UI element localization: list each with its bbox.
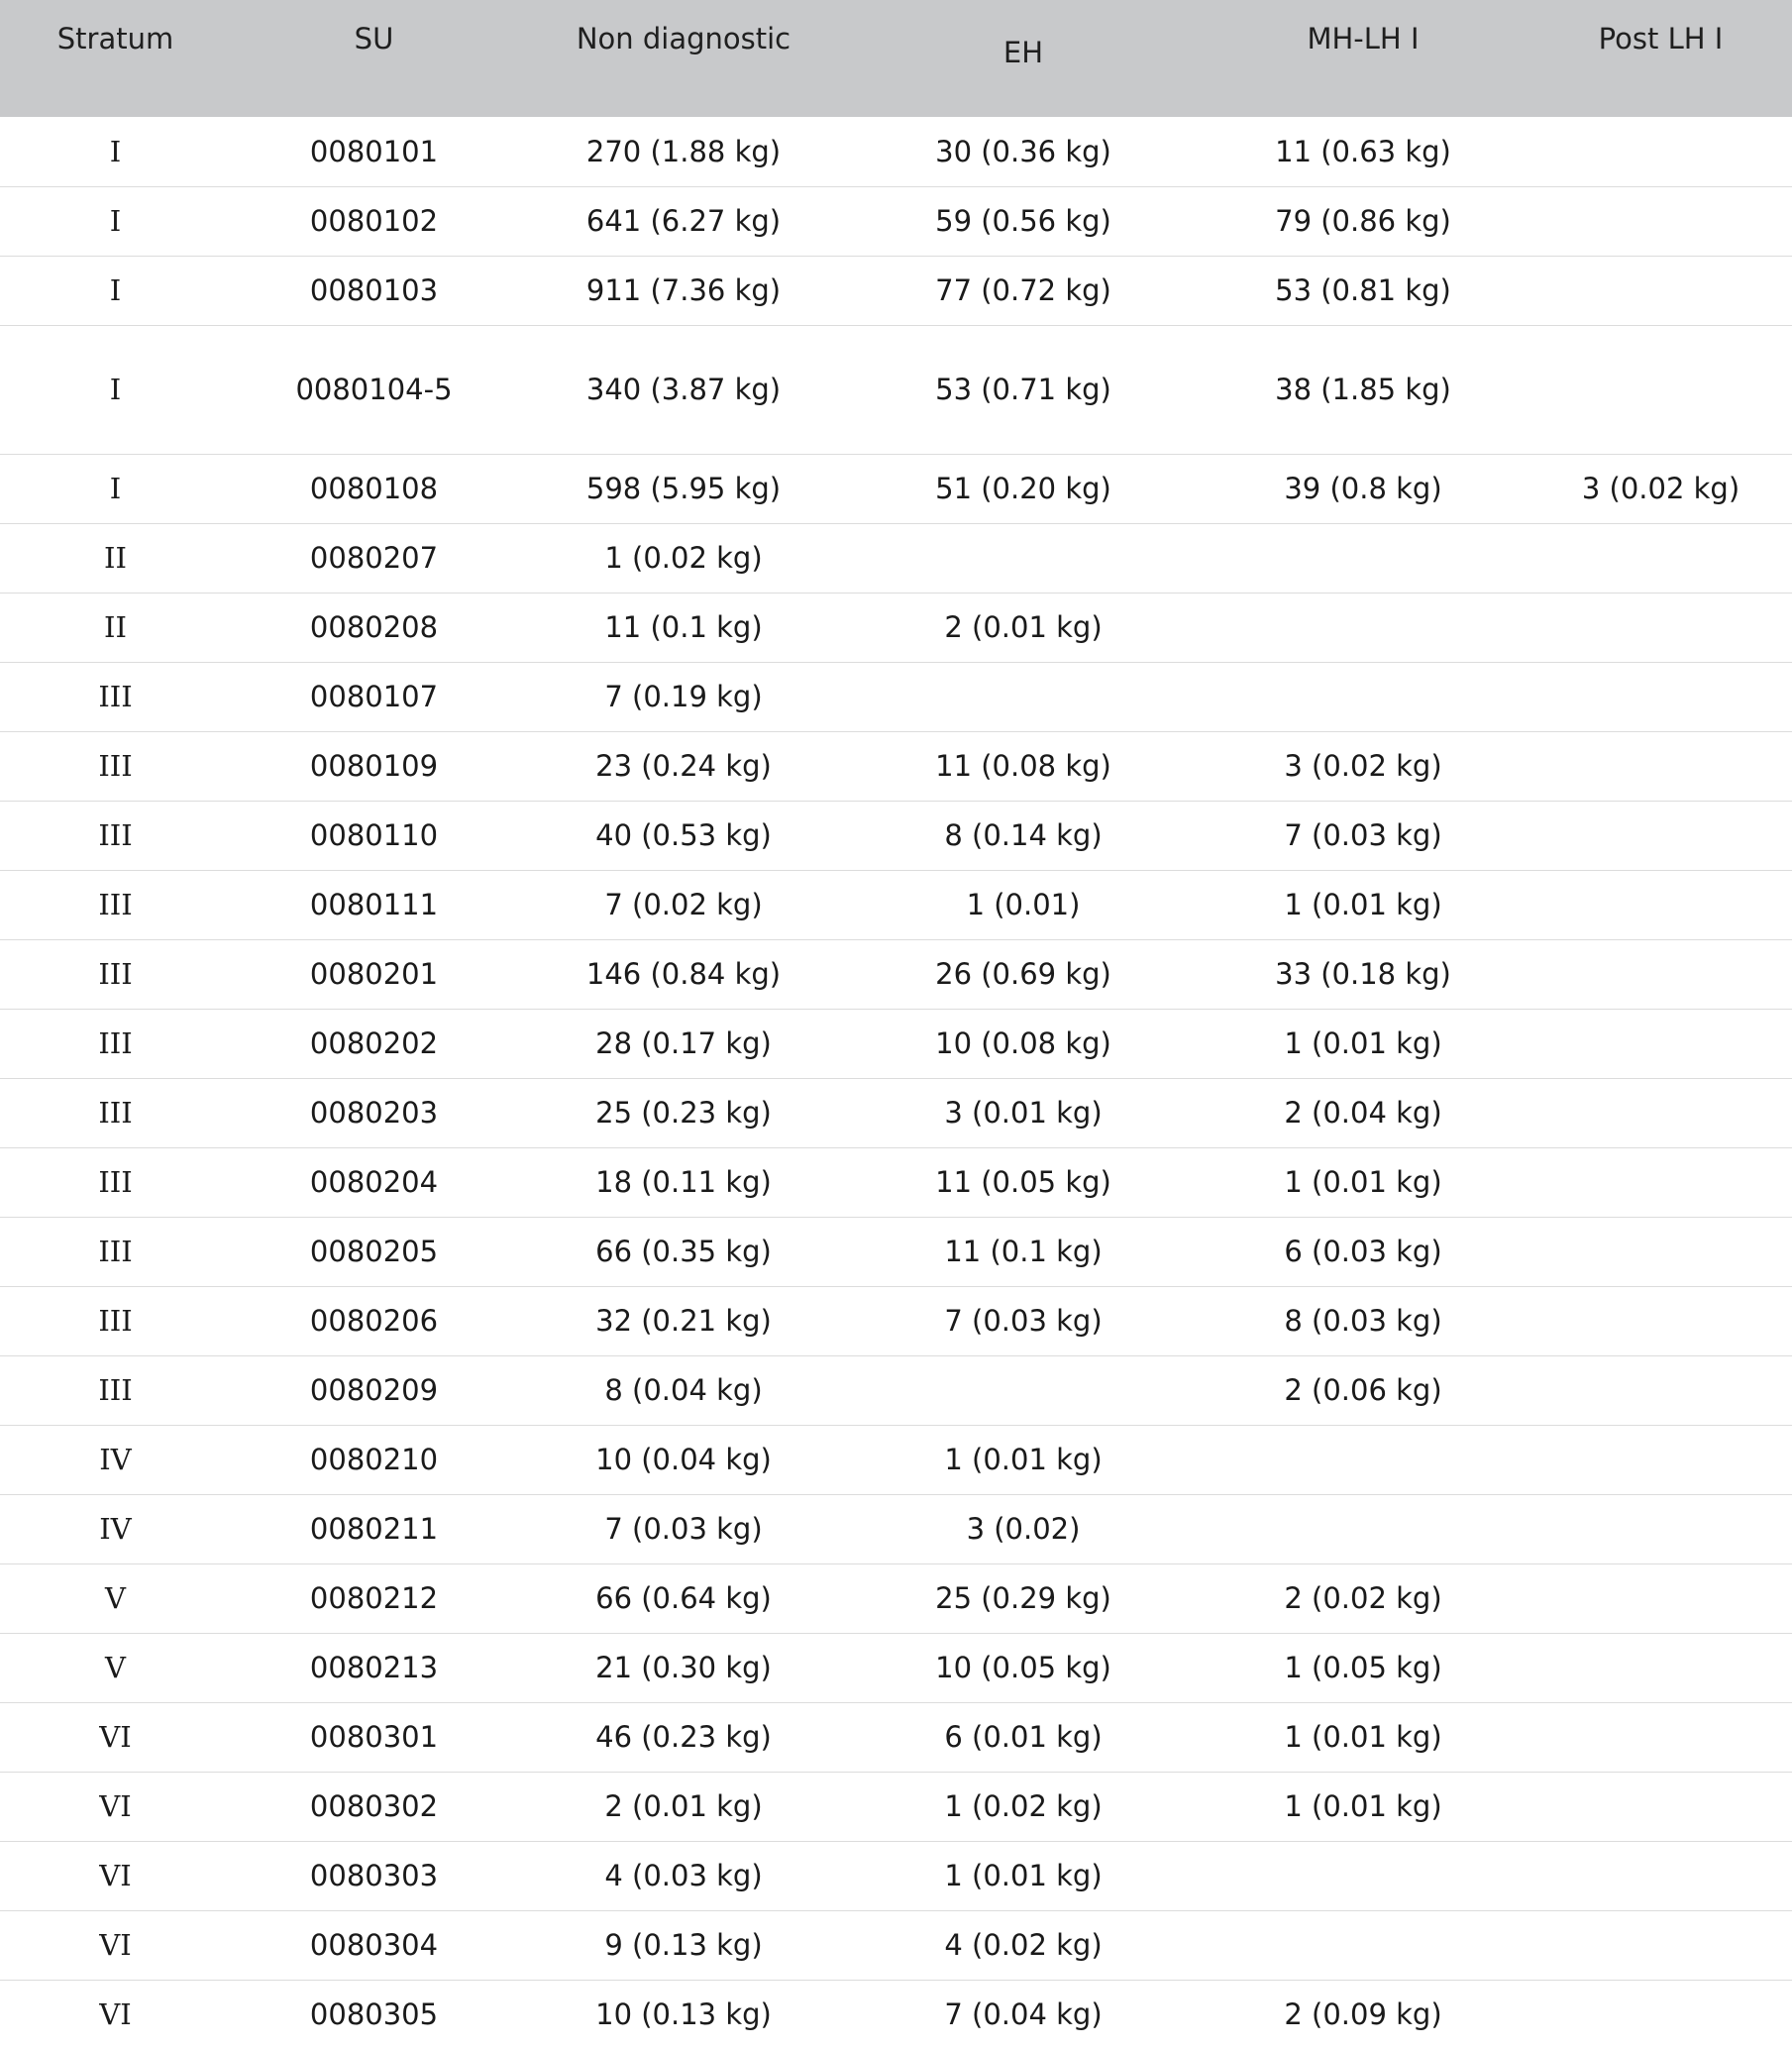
cell-su: 0080209 (309, 1373, 439, 1407)
cell-non-diagnostic: 25 (0.23 kg) (595, 1096, 772, 1130)
cell-mh-lh-i: 2 (0.04 kg) (1284, 1096, 1442, 1130)
cell-mh-lh-i: 33 (0.18 kg) (1275, 957, 1451, 991)
cell-non-diagnostic: 7 (0.03 kg) (604, 1512, 763, 1546)
cell-su: 0080304 (309, 1928, 439, 1962)
cell-mh-lh-i: 2 (0.09 kg) (1284, 1997, 1442, 2032)
table-row (0, 325, 1792, 454)
cell-eh: 10 (0.08 kg) (935, 1026, 1111, 1060)
cell-stratum: III (98, 749, 133, 783)
cell-eh: 77 (0.72 kg) (935, 273, 1111, 307)
cell-post-lh-i (1529, 1147, 1792, 1217)
cell-eh: 1 (0.01 kg) (944, 1443, 1103, 1476)
cell-non-diagnostic: 46 (0.23 kg) (595, 1720, 772, 1754)
cell-mh-lh-i: 7 (0.03 kg) (1284, 818, 1442, 852)
column-header-post-lh-i: Post LH I (1598, 22, 1724, 55)
column-header-mh-lh-i: MH-LH I (1307, 22, 1420, 55)
cell-su: 0080104-5 (295, 373, 453, 406)
cell-eh: 59 (0.56 kg) (935, 204, 1111, 238)
cell-su: 0080107 (309, 680, 439, 713)
cell-mh-lh-i: 38 (1.85 kg) (1275, 373, 1451, 406)
cell-su: 0080213 (309, 1651, 439, 1684)
cell-eh: 51 (0.20 kg) (935, 472, 1111, 505)
cell-post-lh-i (1529, 939, 1792, 1009)
cell-su: 0080205 (309, 1235, 439, 1268)
table-row (0, 1147, 1792, 1217)
cell-su: 0080207 (309, 541, 439, 575)
table-row (0, 1425, 1792, 1494)
cell-eh: 1 (0.02 kg) (944, 1789, 1103, 1823)
cell-mh-lh-i: 1 (0.01 kg) (1284, 888, 1442, 921)
table-row (0, 801, 1792, 870)
cell-post-lh-i (1529, 256, 1792, 325)
cell-mh-lh-i: 11 (0.63 kg) (1275, 134, 1451, 168)
cell-post-lh-i (1529, 1009, 1792, 1078)
cell-stratum: VI (99, 1928, 132, 1962)
cell-eh: 26 (0.69 kg) (935, 957, 1111, 991)
table-row (0, 1078, 1792, 1147)
cell-post-lh-i (1529, 1772, 1792, 1841)
cell-post-lh-i (1529, 1564, 1792, 1633)
cell-eh: 53 (0.71 kg) (935, 373, 1111, 406)
cell-su: 0080208 (309, 610, 439, 644)
cell-eh: 3 (0.01 kg) (944, 1096, 1103, 1130)
cell-mh-lh-i (1197, 1494, 1529, 1564)
cell-stratum: III (98, 888, 133, 921)
cell-stratum: III (98, 1096, 133, 1130)
cell-non-diagnostic: 28 (0.17 kg) (595, 1026, 772, 1060)
cell-mh-lh-i: 3 (0.02 kg) (1284, 749, 1442, 783)
cell-stratum: II (104, 541, 127, 575)
table-row (0, 523, 1792, 593)
column-header-non-diagnostic: Non diagnostic (576, 22, 791, 55)
cell-eh: 11 (0.1 kg) (944, 1235, 1103, 1268)
cell-post-lh-i (1529, 1980, 1792, 2049)
table-row (0, 1009, 1792, 1078)
header-row (0, 0, 1792, 117)
cell-non-diagnostic: 32 (0.21 kg) (595, 1304, 772, 1338)
cell-su: 0080109 (309, 749, 439, 783)
cell-mh-lh-i: 1 (0.01 kg) (1284, 1026, 1442, 1060)
cell-mh-lh-i (1197, 1425, 1529, 1494)
cell-eh: 30 (0.36 kg) (935, 134, 1111, 168)
cell-mh-lh-i (1197, 523, 1529, 593)
cell-eh (850, 523, 1197, 593)
cell-mh-lh-i: 8 (0.03 kg) (1284, 1304, 1442, 1338)
table-row (0, 939, 1792, 1009)
cell-post-lh-i (1529, 1286, 1792, 1355)
cell-post-lh-i (1529, 1910, 1792, 1980)
table-row (0, 256, 1792, 325)
cell-post-lh-i (1529, 593, 1792, 662)
cell-non-diagnostic: 66 (0.64 kg) (595, 1581, 772, 1615)
table-row (0, 186, 1792, 256)
cell-eh: 7 (0.04 kg) (944, 1997, 1103, 2032)
cell-non-diagnostic: 66 (0.35 kg) (595, 1235, 772, 1268)
cell-mh-lh-i: 1 (0.01 kg) (1284, 1720, 1442, 1754)
table-row (0, 1772, 1792, 1841)
cell-post-lh-i (1529, 325, 1792, 454)
cell-non-diagnostic: 911 (7.36 kg) (585, 273, 782, 307)
cell-non-diagnostic: 7 (0.02 kg) (604, 888, 763, 921)
cell-su: 0080305 (309, 1997, 439, 2032)
table-row (0, 870, 1792, 939)
cell-eh: 6 (0.01 kg) (944, 1720, 1103, 1754)
cell-stratum: VI (99, 1789, 132, 1823)
cell-su: 0080212 (309, 1581, 439, 1615)
cell-post-lh-i (1529, 1702, 1792, 1772)
cell-eh: 1 (0.01) (966, 888, 1081, 921)
cell-su: 0080203 (309, 1096, 439, 1130)
cell-post-lh-i (1529, 1494, 1792, 1564)
table-row (0, 1980, 1792, 2049)
cell-mh-lh-i (1197, 593, 1529, 662)
cell-stratum: II (104, 610, 127, 644)
cell-stratum: I (109, 273, 122, 307)
cell-su: 0080110 (309, 818, 439, 852)
cell-su: 0080302 (309, 1789, 439, 1823)
cell-eh: 2 (0.01 kg) (944, 610, 1103, 644)
cell-eh: 11 (0.08 kg) (935, 749, 1111, 783)
cell-su: 0080204 (309, 1165, 439, 1199)
cell-stratum: VI (99, 1997, 132, 2032)
cell-su: 0080111 (309, 888, 439, 921)
cell-post-lh-i (1529, 870, 1792, 939)
cell-mh-lh-i (1197, 662, 1529, 731)
cell-post-lh-i (1529, 186, 1792, 256)
cell-post-lh-i (1529, 1355, 1792, 1425)
cell-su: 0080103 (309, 273, 439, 307)
cell-eh (850, 662, 1197, 731)
cell-non-diagnostic: 10 (0.13 kg) (595, 1997, 772, 2032)
cell-stratum: III (98, 1165, 133, 1199)
cell-post-lh-i (1529, 731, 1792, 801)
cell-stratum: IV (99, 1443, 132, 1476)
cell-non-diagnostic: 23 (0.24 kg) (595, 749, 772, 783)
cell-non-diagnostic: 8 (0.04 kg) (604, 1373, 763, 1407)
cell-eh: 1 (0.01 kg) (944, 1859, 1103, 1892)
cell-mh-lh-i: 2 (0.02 kg) (1284, 1581, 1442, 1615)
cell-mh-lh-i: 1 (0.01 kg) (1284, 1165, 1442, 1199)
table-row (0, 1286, 1792, 1355)
cell-stratum: III (98, 957, 133, 991)
cell-su: 0080102 (309, 204, 439, 238)
cell-stratum: VI (99, 1859, 132, 1892)
cell-post-lh-i (1529, 1217, 1792, 1286)
column-header-su: SU (354, 22, 394, 55)
cell-stratum: IV (99, 1512, 132, 1546)
cell-non-diagnostic: 40 (0.53 kg) (595, 818, 772, 852)
cell-stratum: III (98, 1304, 133, 1338)
cell-post-lh-i (1529, 1633, 1792, 1702)
cell-eh: 4 (0.02 kg) (944, 1928, 1103, 1962)
table-header (0, 0, 1792, 117)
cell-su: 0080301 (309, 1720, 439, 1754)
cell-stratum: I (109, 134, 122, 168)
cell-stratum: III (98, 1373, 133, 1407)
cell-non-diagnostic: 9 (0.13 kg) (604, 1928, 763, 1962)
cell-post-lh-i: 3 (0.02 kg) (1581, 472, 1740, 505)
table-body (0, 117, 1792, 2049)
cell-su: 0080101 (309, 134, 439, 168)
cell-non-diagnostic: 2 (0.01 kg) (604, 1789, 763, 1823)
table-row (0, 593, 1792, 662)
cell-stratum: VI (99, 1720, 132, 1754)
cell-mh-lh-i: 1 (0.05 kg) (1284, 1651, 1442, 1684)
cell-non-diagnostic: 11 (0.1 kg) (604, 610, 763, 644)
table-row (0, 1494, 1792, 1564)
cell-post-lh-i (1529, 523, 1792, 593)
cell-su: 0080108 (309, 472, 439, 505)
cell-post-lh-i (1529, 117, 1792, 186)
table-row (0, 1355, 1792, 1425)
cell-stratum: III (98, 818, 133, 852)
table-row (0, 1910, 1792, 1980)
cell-non-diagnostic: 4 (0.03 kg) (604, 1859, 763, 1892)
cell-post-lh-i (1529, 1425, 1792, 1494)
cell-stratum: I (109, 472, 122, 505)
cell-post-lh-i (1529, 801, 1792, 870)
column-header-eh: EH (1002, 36, 1044, 69)
cell-su: 0080303 (309, 1859, 439, 1892)
table-row (0, 117, 1792, 186)
cell-su: 0080202 (309, 1026, 439, 1060)
table-row (0, 1633, 1792, 1702)
cell-post-lh-i (1529, 1078, 1792, 1147)
cell-eh (850, 1355, 1197, 1425)
cell-non-diagnostic: 641 (6.27 kg) (585, 204, 782, 238)
table-row (0, 662, 1792, 731)
cell-non-diagnostic: 18 (0.11 kg) (595, 1165, 772, 1199)
cell-su: 0080210 (309, 1443, 439, 1476)
cell-non-diagnostic: 146 (0.84 kg) (585, 957, 782, 991)
cell-mh-lh-i: 6 (0.03 kg) (1284, 1235, 1442, 1268)
cell-non-diagnostic: 21 (0.30 kg) (595, 1651, 772, 1684)
cell-eh: 3 (0.02) (966, 1512, 1081, 1546)
cell-non-diagnostic: 7 (0.19 kg) (604, 680, 763, 713)
cell-mh-lh-i: 2 (0.06 kg) (1284, 1373, 1442, 1407)
cell-non-diagnostic: 598 (5.95 kg) (585, 472, 782, 505)
cell-stratum: III (98, 1026, 133, 1060)
cell-post-lh-i (1529, 662, 1792, 731)
column-header-stratum: Stratum (56, 22, 174, 55)
cell-eh: 11 (0.05 kg) (935, 1165, 1111, 1199)
table-row (0, 1217, 1792, 1286)
cell-non-diagnostic: 340 (3.87 kg) (585, 373, 782, 406)
cell-eh: 8 (0.14 kg) (944, 818, 1103, 852)
cell-stratum: III (98, 1235, 133, 1268)
cell-stratum: V (105, 1581, 126, 1615)
table-row (0, 454, 1792, 523)
cell-stratum: I (109, 373, 122, 406)
cell-stratum: I (109, 204, 122, 238)
cell-post-lh-i (1529, 1841, 1792, 1910)
cell-mh-lh-i: 79 (0.86 kg) (1275, 204, 1451, 238)
cell-non-diagnostic: 270 (1.88 kg) (585, 134, 782, 168)
cell-mh-lh-i: 1 (0.01 kg) (1284, 1789, 1442, 1823)
cell-eh: 10 (0.05 kg) (935, 1651, 1111, 1684)
cell-stratum: III (98, 680, 133, 713)
cell-non-diagnostic: 1 (0.02 kg) (604, 541, 763, 575)
cell-su: 0080206 (309, 1304, 439, 1338)
cell-mh-lh-i: 53 (0.81 kg) (1275, 273, 1451, 307)
cell-su: 0080201 (309, 957, 439, 991)
cell-stratum: V (105, 1651, 126, 1684)
cell-su: 0080211 (309, 1512, 439, 1546)
cell-mh-lh-i: 39 (0.8 kg) (1284, 472, 1442, 505)
cell-mh-lh-i (1197, 1841, 1529, 1910)
cell-eh: 25 (0.29 kg) (935, 1581, 1111, 1615)
table-row (0, 731, 1792, 801)
cell-eh: 7 (0.03 kg) (944, 1304, 1103, 1338)
cell-non-diagnostic: 10 (0.04 kg) (595, 1443, 772, 1476)
table-row (0, 1564, 1792, 1633)
cell-mh-lh-i (1197, 1910, 1529, 1980)
table-row (0, 1841, 1792, 1910)
table-row (0, 1702, 1792, 1772)
